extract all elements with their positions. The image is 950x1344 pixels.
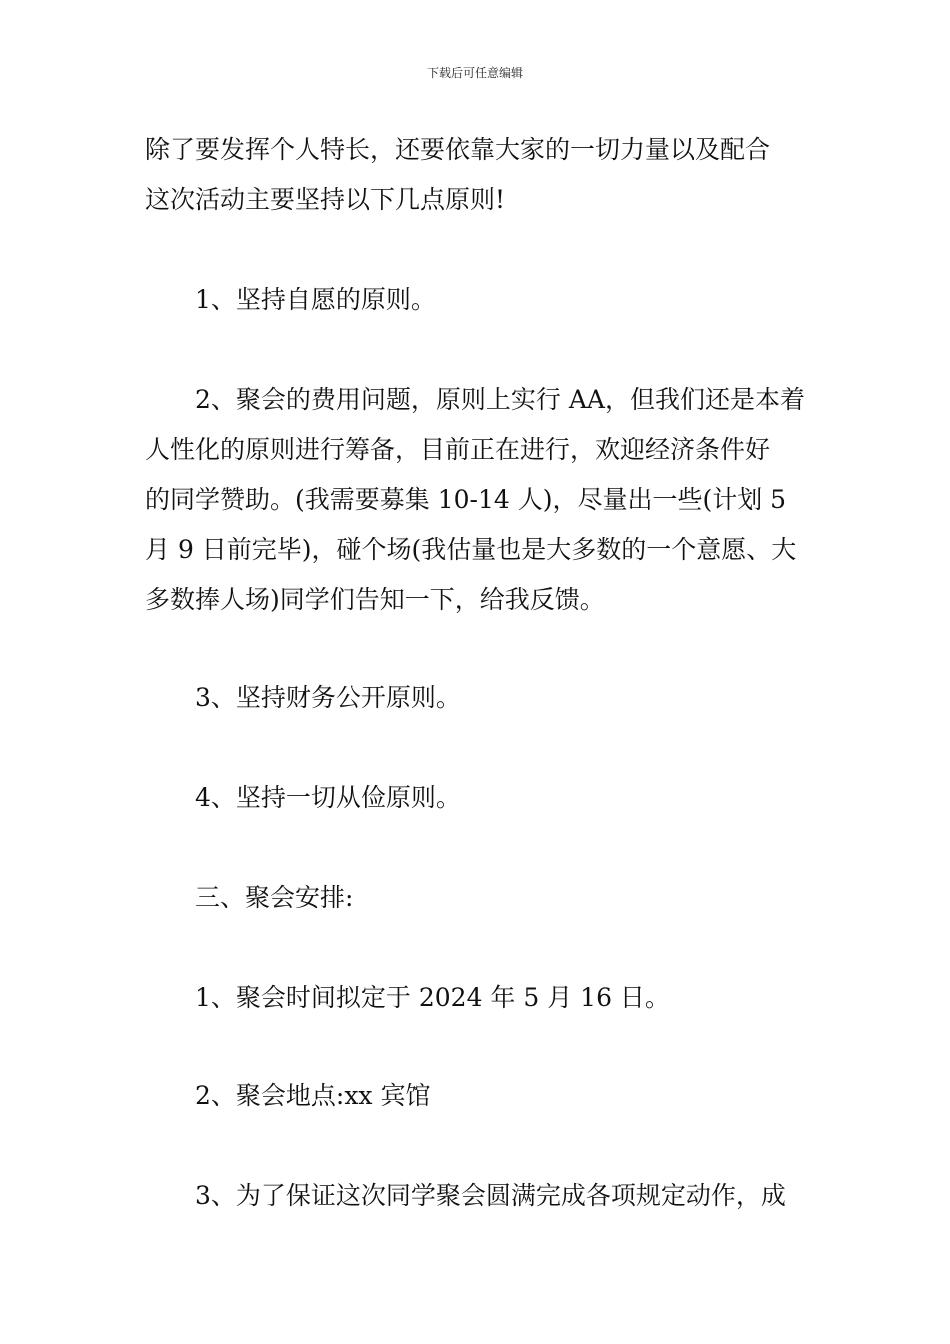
paragraph-line: 的同学赞助。(我需要募集 10-14 人)，尽量出一些(计划 5 [145, 485, 787, 514]
paragraph-line: 月 9 日前完毕)，碰个场(我估量也是大多数的一个意愿、大 [145, 535, 797, 564]
principle-item-3: 3、坚持财务公开原则。 [195, 683, 461, 712]
paragraph-line: 除了要发挥个人特长，还要依靠大家的一切力量以及配合 [145, 135, 771, 164]
paragraph-line: 人性化的原则进行筹备，目前正在进行，欢迎经济条件好 [145, 435, 771, 464]
page-header: 下载后可任意编辑 [426, 66, 523, 80]
arrangement-item-1: 1、聚会时间拟定于 2024 年 5 月 16 日。 [195, 983, 670, 1012]
principle-item-4: 4、坚持一切从俭原则。 [195, 783, 461, 812]
paragraph-line: 这次活动主要坚持以下几点原则! [145, 185, 506, 214]
arrangement-item-2: 2、聚会地点:xx 宾馆 [195, 1081, 431, 1110]
arrangement-item-3: 3、为了保证这次同学聚会圆满完成各项规定动作，成 [195, 1181, 786, 1210]
paragraph-line: 多数捧人场)同学们告知一下，给我反馈。 [145, 585, 605, 614]
principle-item-1: 1、坚持自愿的原则。 [195, 285, 436, 314]
section-heading: 三、聚会安排: [195, 883, 354, 912]
principle-item-2: 2、聚会的费用问题，原则上实行 AA，但我们还是本着 [195, 385, 805, 414]
